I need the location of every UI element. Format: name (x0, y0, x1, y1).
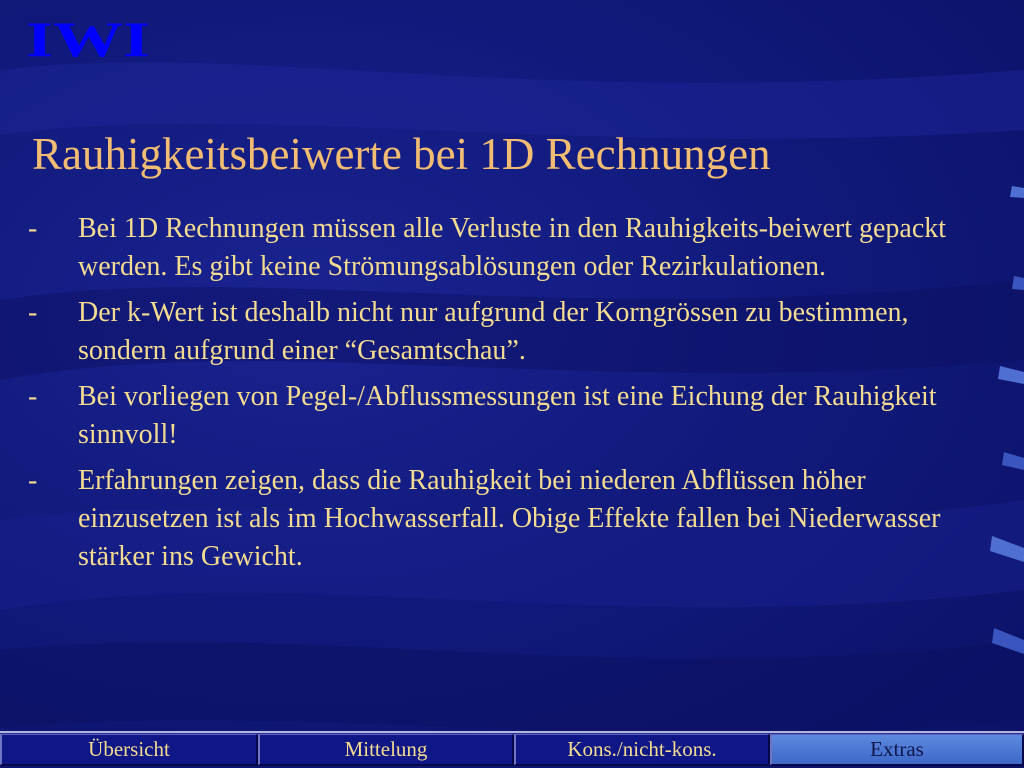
bullet-item-1 (0, 210, 1000, 286)
nav-tab-uebersicht[interactable] (0, 734, 258, 765)
bullet-item-2 (0, 294, 1000, 370)
bullet-text: Erfahrungen zeigen, dass die Rauhigkeit bei niederen Abflüssen höher einzusetzen ist als im Hochwasserfall. Obige Effekte fallen bei Niederwasser stärker ins Gewicht. (78, 465, 941, 572)
bullet-item-3 (0, 378, 1000, 454)
bullet-text: Bei vorliegen von Pegel-/Abflussmessungen ist eine Eichung der Rauhigkeit sinnvoll! (78, 381, 937, 450)
nav-tab-kons-nicht-kons[interactable] (514, 734, 770, 765)
nav-tab-mittelung[interactable] (258, 734, 514, 765)
bullet-text: Bei 1D Rechnungen müssen alle Verluste in den Rauhigkeits-beiwert gepackt werden. Es gibt keine Strömungsablösungen oder Rezirkulationen. (78, 213, 947, 282)
nav-tab-extras[interactable] (770, 734, 1024, 765)
bullet-text: Der k-Wert ist deshalb nicht nur aufgrund der Korngrössen zu bestimmen, sondern aufgrund einer “Gesamtschau”. (78, 297, 909, 366)
nav-tab-label: Übersicht (88, 737, 170, 761)
bullet-list (0, 210, 1000, 584)
slide-title: Rauhigkeitsbeiwerte bei 1D Rechnungen (32, 129, 771, 179)
nav-tab-label: Extras (870, 737, 924, 761)
iwi-logo (26, 18, 150, 60)
bullet-item-4 (0, 462, 1000, 576)
bullet-marker: - (28, 297, 38, 328)
bottom-nav-bar (0, 731, 1024, 766)
bullet-marker: - (28, 213, 38, 244)
nav-tab-label: Mittelung (344, 737, 428, 761)
bullet-marker: - (28, 465, 38, 496)
bullet-marker: - (28, 381, 38, 412)
nav-tab-label: Kons./nicht-kons. (567, 737, 717, 761)
svg-text:IWI: IWI (26, 18, 150, 60)
edge-decoration (964, 0, 1024, 728)
